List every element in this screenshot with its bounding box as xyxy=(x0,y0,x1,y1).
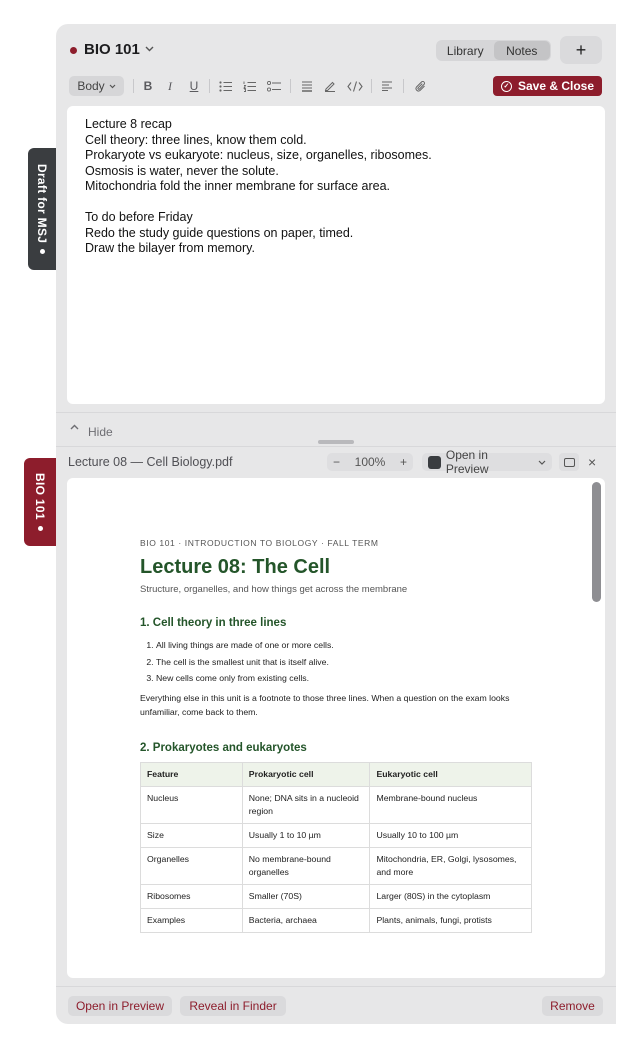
zoom-level: 100% xyxy=(354,455,386,469)
comparison-table xyxy=(140,762,532,933)
section-heading: 2. Prokaryotes and eukaryotes xyxy=(140,741,307,754)
hide-label: Hide xyxy=(88,425,113,439)
text-style-dropdown[interactable] xyxy=(69,76,124,96)
note-blank-line xyxy=(85,195,587,211)
bold-button[interactable]: B xyxy=(143,79,153,93)
table-cell: None; DNA sits in a nucleoid region xyxy=(242,786,370,823)
lecture-title: Lecture 08: The Cell xyxy=(140,556,331,578)
course-color-dot xyxy=(70,47,77,54)
preview-app-icon xyxy=(428,456,441,469)
table-header: Feature xyxy=(141,762,243,786)
chevron-down-icon[interactable] xyxy=(538,457,546,467)
draft-tab-label: Draft for MSJ xyxy=(35,163,49,244)
hide-button[interactable] xyxy=(70,419,113,439)
table-row xyxy=(141,884,532,908)
close-icon[interactable]: × xyxy=(588,454,597,470)
note-line: To do before Friday xyxy=(85,210,193,224)
table-cell: Nucleus xyxy=(141,786,243,823)
note-line: Osmosis is water, never the solute. xyxy=(85,163,279,178)
note-editor[interactable] xyxy=(67,106,605,404)
note-line: Lecture 8 recap xyxy=(85,117,172,131)
table-cell: Ribosomes xyxy=(141,884,243,908)
table-cell: Plants, animals, fungi, protists xyxy=(370,908,532,932)
pdf-viewer[interactable] xyxy=(67,478,605,978)
table-cell: Smaller (70S) xyxy=(242,884,370,908)
chevron-down-icon xyxy=(109,84,116,89)
section-heading: 1. Cell theory in three lines xyxy=(140,617,287,629)
underline-button[interactable]: U xyxy=(189,79,199,93)
remove-button[interactable]: Remove xyxy=(542,996,603,1016)
notes-panel xyxy=(56,24,616,1024)
table-cell: Mitochondria, ER, Golgi, lysosomes, and more xyxy=(370,847,532,884)
table-cell: Examples xyxy=(141,908,243,932)
segment-notes[interactable]: Notes xyxy=(494,41,551,60)
note-line: Mitochondria fold the inner membrane for surface area. xyxy=(85,179,391,193)
note-line: Prokaryote vs eukaryote: nucleus, size, organelles, ribosomes. xyxy=(85,148,432,162)
table-cell: Usually 10 to 100 µm xyxy=(370,823,532,847)
save-close-label: Save & Close xyxy=(517,79,595,93)
add-button[interactable]: + xyxy=(560,36,602,64)
zoom-out-button[interactable]: − xyxy=(333,455,341,469)
table-row xyxy=(141,823,532,847)
course-tab-label: BIO 101 xyxy=(33,473,47,520)
chevron-up-icon xyxy=(70,424,79,430)
pdf-page xyxy=(140,538,532,933)
bullet-list-icon[interactable] xyxy=(217,76,235,96)
toolbar-divider xyxy=(371,79,372,93)
italic-button[interactable]: I xyxy=(168,78,172,93)
table-header: Eukaryotic cell xyxy=(370,762,532,786)
table-row xyxy=(141,847,532,884)
split-drag-handle[interactable] xyxy=(318,440,354,444)
table-cell: Larger (80S) in the cytoplasm xyxy=(370,884,532,908)
reveal-in-finder-button[interactable]: Reveal in Finder xyxy=(180,996,286,1016)
quote-icon[interactable] xyxy=(299,76,315,96)
zoom-control[interactable] xyxy=(327,453,413,471)
format-toolbar xyxy=(56,76,616,100)
body-paragraph: Everything else in this unit is a footnote to those three lines. When a question on the exam looks unfamiliar, come back to them. xyxy=(140,693,510,717)
course-side-tab[interactable] xyxy=(24,458,56,546)
numbered-list-icon[interactable] xyxy=(241,76,259,96)
note-line: Redo the study guide questions on paper, timed. xyxy=(85,225,354,240)
toolbar-divider xyxy=(133,79,134,93)
pdf-header-bar xyxy=(56,446,616,476)
table-cell: Usually 1 to 10 µm xyxy=(242,823,370,847)
cell-theory-list xyxy=(140,637,532,687)
highlight-icon[interactable] xyxy=(322,76,338,96)
table-cell: Organelles xyxy=(141,847,243,884)
align-icon[interactable] xyxy=(379,76,395,96)
open-in-preview-label: Open in Preview xyxy=(445,448,489,476)
list-item: 1. All living things are made of one or more cells. xyxy=(156,637,532,654)
toolbar-divider xyxy=(290,79,291,93)
pdf-file-name: Lecture 08 — Cell Biology.pdf xyxy=(68,455,233,469)
draft-side-tab[interactable] xyxy=(28,148,56,270)
course-tab-dot xyxy=(38,526,43,531)
view-segmented-control[interactable] xyxy=(436,40,551,61)
title-bar xyxy=(56,24,616,76)
table-header: Prokaryotic cell xyxy=(242,762,370,786)
save-close-button[interactable] xyxy=(493,76,602,96)
table-cell: Size xyxy=(141,823,243,847)
course-title[interactable]: BIO 101 xyxy=(84,41,140,58)
table-row xyxy=(141,786,532,823)
course-line: BIO 101 · INTRODUCTION TO BIOLOGY · FALL TERM xyxy=(140,538,379,548)
attachment-footer xyxy=(56,986,616,1024)
chevron-down-icon[interactable] xyxy=(145,43,154,55)
table-cell: No membrane-bound organelles xyxy=(242,847,370,884)
table-cell: Bacteria, archaea xyxy=(242,908,370,932)
attachment-icon[interactable] xyxy=(413,76,429,96)
note-line: Cell theory: three lines, know them cold. xyxy=(85,132,307,147)
open-in-preview-button[interactable]: Open in Preview xyxy=(68,996,172,1016)
pdf-scrollbar[interactable] xyxy=(592,482,601,602)
list-item: 2. The cell is the smallest unit that is itself alive. xyxy=(156,654,532,671)
checkmark-circle-icon: ✓ xyxy=(501,81,512,92)
note-line: Draw the bilayer from memory. xyxy=(85,241,255,255)
hide-toggle[interactable] xyxy=(56,412,616,438)
toolbar-divider xyxy=(209,79,210,93)
lecture-subtitle: Structure, organelles, and how things get across the membrane xyxy=(140,584,408,595)
toolbar-divider xyxy=(403,79,404,93)
segment-library[interactable]: Library xyxy=(446,43,484,58)
table-header-row xyxy=(141,762,532,786)
window-icon[interactable] xyxy=(559,453,579,471)
list-item: 3. New cells come only from existing cells. xyxy=(156,670,532,687)
table-row xyxy=(141,908,532,932)
table-cell: Membrane-bound nucleus xyxy=(370,786,532,823)
draft-tab-dot xyxy=(40,249,45,254)
text-style-label: Body xyxy=(77,79,105,93)
checklist-icon[interactable] xyxy=(265,76,283,96)
zoom-in-button[interactable]: + xyxy=(399,455,407,469)
open-in-preview-dropdown[interactable] xyxy=(422,448,552,476)
code-icon[interactable] xyxy=(346,76,364,96)
